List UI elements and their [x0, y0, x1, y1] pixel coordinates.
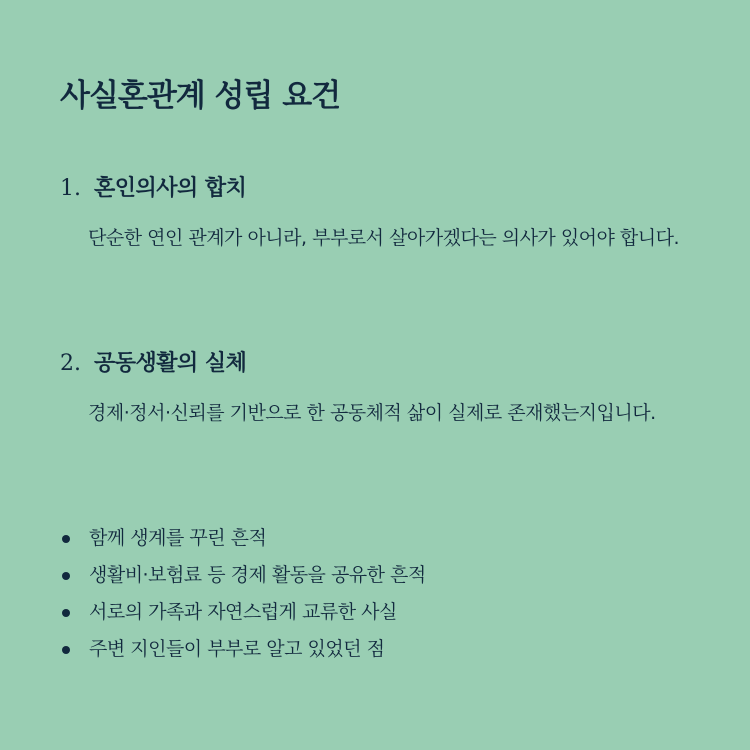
evidence-bullet-list — [60, 520, 426, 668]
bullet-text: 주변 지인들이 부부로 알고 있었던 점 — [89, 638, 385, 660]
bullet-dot-icon — [62, 646, 70, 654]
requirement-heading-2 — [60, 350, 700, 379]
requirement-title-2: 공동생활의 실체 — [94, 351, 247, 376]
bullet-dot-icon — [62, 609, 70, 617]
bullet-text: 함께 생계를 꾸린 흔적 — [89, 527, 267, 549]
list-item — [60, 520, 426, 557]
requirement-description-2: 경제·정서·신뢰를 기반으로 한 공동체적 삶이 실제로 존재했는지입니다. — [88, 401, 656, 424]
requirement-number-1: 1. — [60, 176, 81, 201]
bullet-text: 서로의 가족과 자연스럽게 교류한 사실 — [89, 601, 397, 623]
bullet-dot-icon — [62, 535, 70, 543]
requirement-description-1: 단순한 연인 관계가 아니라, 부부로서 살아가겠다는 의사가 있어야 합니다. — [88, 226, 680, 249]
requirement-section-1 — [60, 175, 700, 259]
list-item — [60, 557, 426, 594]
requirement-title-1: 혼인의사의 합치 — [94, 176, 247, 201]
requirement-section-2 — [60, 350, 700, 434]
page-title: 사실혼관계 성립 요건 — [60, 78, 341, 114]
requirement-number-2: 2. — [60, 351, 81, 376]
list-item — [60, 631, 426, 668]
list-item — [60, 594, 426, 631]
requirement-heading-1 — [60, 175, 700, 204]
bullet-text: 생활비·보험료 등 경제 활동을 공유한 흔적 — [89, 564, 426, 586]
bullet-dot-icon — [62, 572, 70, 580]
